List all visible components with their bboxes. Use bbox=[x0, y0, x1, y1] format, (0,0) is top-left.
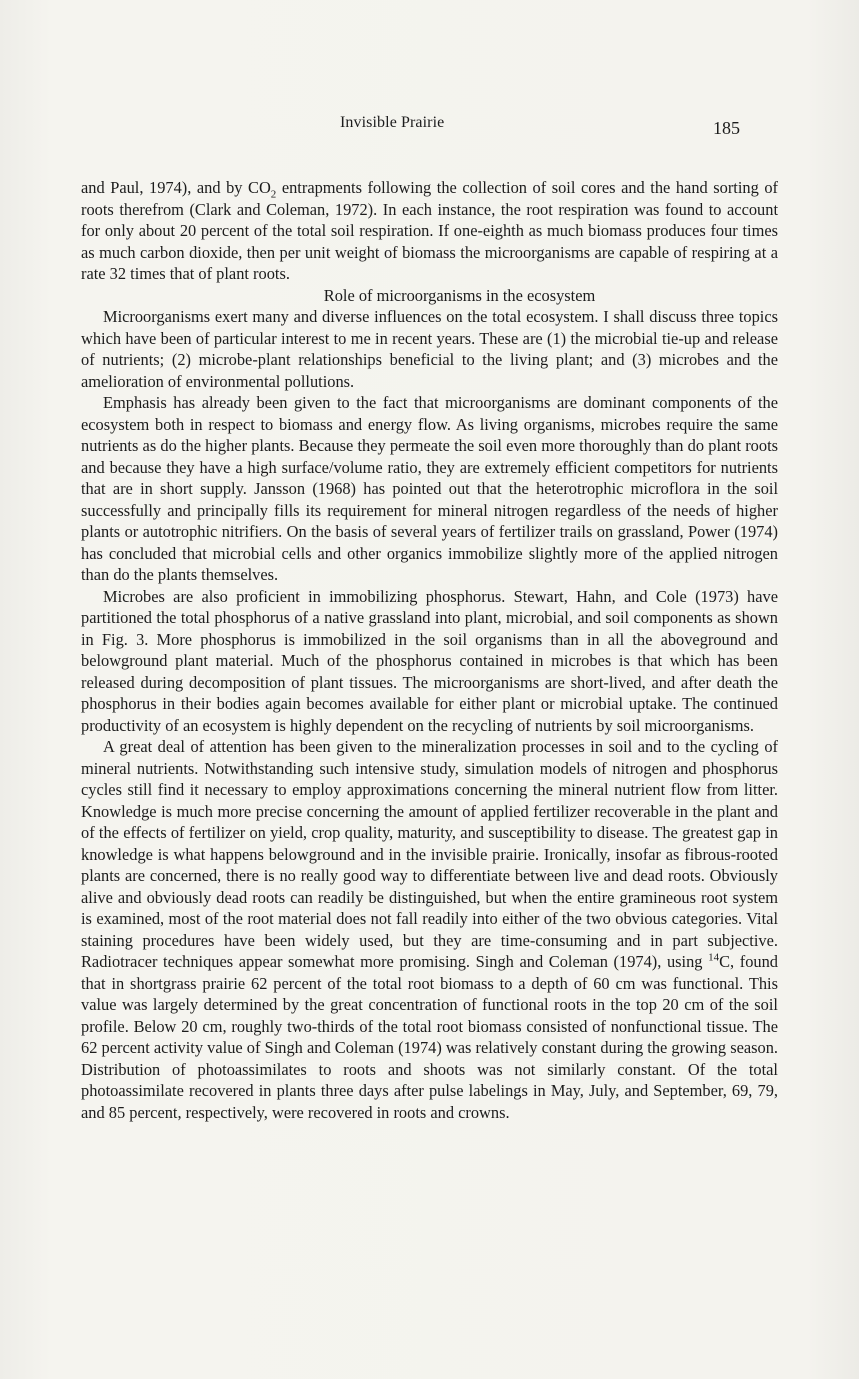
page-header bbox=[0, 114, 859, 140]
paragraph-3: Emphasis has already been given to the fact that microorganisms are dominant components of the ecosystem both in respect to biomass and energy flow. As living organisms, microbes require the same nutrients as do the higher plants. Because they permeate the soil even more thoroughly than do plant roots and because they have a high surface/volume ratio, they are extremely efficient competitors for nutrients that are in short supply. Jansson (1968) has pointed out that the heterotrophic microflora in the soil successfully and principally fills its requirement for mineral nitrogen regardless of the needs of higher plants or autotrophic nitrifiers. On the basis of several years of fertilizer trails on grassland, Power (1974) has concluded that microbial cells and other organics immobilize slightly more of the applied nitrogen than do the plants themselves. bbox=[81, 393, 778, 584]
paragraph-5-text-b: C, found that in shortgrass prairie 62 percent of the total root biomass to a depth of 60 cm was functional. This value was largely determined by the great concentration of functional roots in the top 20 cm of the soil profile. Below 20 cm, roughly two-thirds of the total root biomass consisted of nonfunctional tissue. The 62 percent activity value of Singh and Coleman (1974) was relatively constant during the growing season. Distribution of photoassimilates to roots and shoots was not similarly constant. Of the total photoassimilate recovered in plants three days after pulse labelings in May, July, and September, 69, 79, and 85 percent, respectively, were recovered in roots and crowns. bbox=[81, 952, 778, 1122]
paragraph-5 bbox=[81, 736, 778, 1123]
paragraph-2: Microorganisms exert many and diverse influences on the total ecosystem. I shall discuss three topics which have been of particular interest to me in recent years. These are (1) the microbial tie-up and release of nutrients; (2) microbe-plant relationships beneficial to the living plant; and (3) microbes and the amelioration of environmental pollutions. bbox=[81, 307, 778, 391]
running-title: Invisible Prairie bbox=[340, 114, 445, 131]
paragraph-1-text-b: entrapments following the collection of soil cores and the hand sorting of roots therefrom (Clark and Coleman, 1972). In each instance, the root respiration was found to account for only about 20 percent of the total soil respiration. If one-eighth as much biomass produces four times as much carbon dioxide, then per unit weight of biomass the microorganisms are capable of respiring at a rate 32 times that of plant roots. bbox=[81, 178, 778, 283]
paragraph-5-text-a: A great deal of attention has been given to the mineralization processes in soil and to the cycling of mineral nutrients. Notwithstanding such intensive study, simulation models of nitrogen and phosphorus cycles still find it necessary to employ approximations concerning the mineral nutrient flow from litter. Knowledge is much more precise concerning the amount of applied fertilizer recoverable in the plant and of the effects of fertilizer on yield, crop quality, maturity, and susceptibility to disease. The greatest gap in knowledge is what happens belowground and in the invisible prairie. Ironically, insofar as fibrous-rooted plants are concerned, there is no really good way to differentiate between live and dead roots. Obviously alive and obviously dead roots can readily be distinguished, but when the entire gramineous root system is examined, most of the root material does not fall readily into either of the two obvious categories. Vital staining procedures have been widely used, but they are time-consuming and in part subjective. Radiotracer techniques appear somewhat more promising. Singh and Coleman (1974), using bbox=[81, 737, 778, 971]
co2-subscript: 2 bbox=[270, 188, 277, 201]
page-number: 185 bbox=[713, 118, 740, 138]
carbon-14-superscript: 14 bbox=[708, 951, 720, 964]
paragraph-1 bbox=[81, 177, 778, 285]
paragraph-1-text-a: and Paul, 1974), and by CO bbox=[81, 178, 271, 197]
paragraph-4: Microbes are also proficient in immobilizing phosphorus. Stewart, Hahn, and Cole (1973) have partitioned the total phosphorus of a native grassland into plant, microbial, and soil components as shown in Fig. 3. More phosphorus is immobilized in the soil organisms than in all the aboveground and belowground plant material. Much of the phosphorus contained in microbes is that which has been released during decomposition of plant tissues. The microorganisms are short-lived, and after death the phosphorus in their bodies again becomes available for either plant or microbial uptake. The continued productivity of an ecosystem is highly dependent on the recycling of nutrients by soil microorganisms. bbox=[81, 586, 778, 735]
body-text bbox=[81, 177, 778, 1123]
section-heading: Role of microorganisms in the ecosystem bbox=[323, 285, 596, 305]
